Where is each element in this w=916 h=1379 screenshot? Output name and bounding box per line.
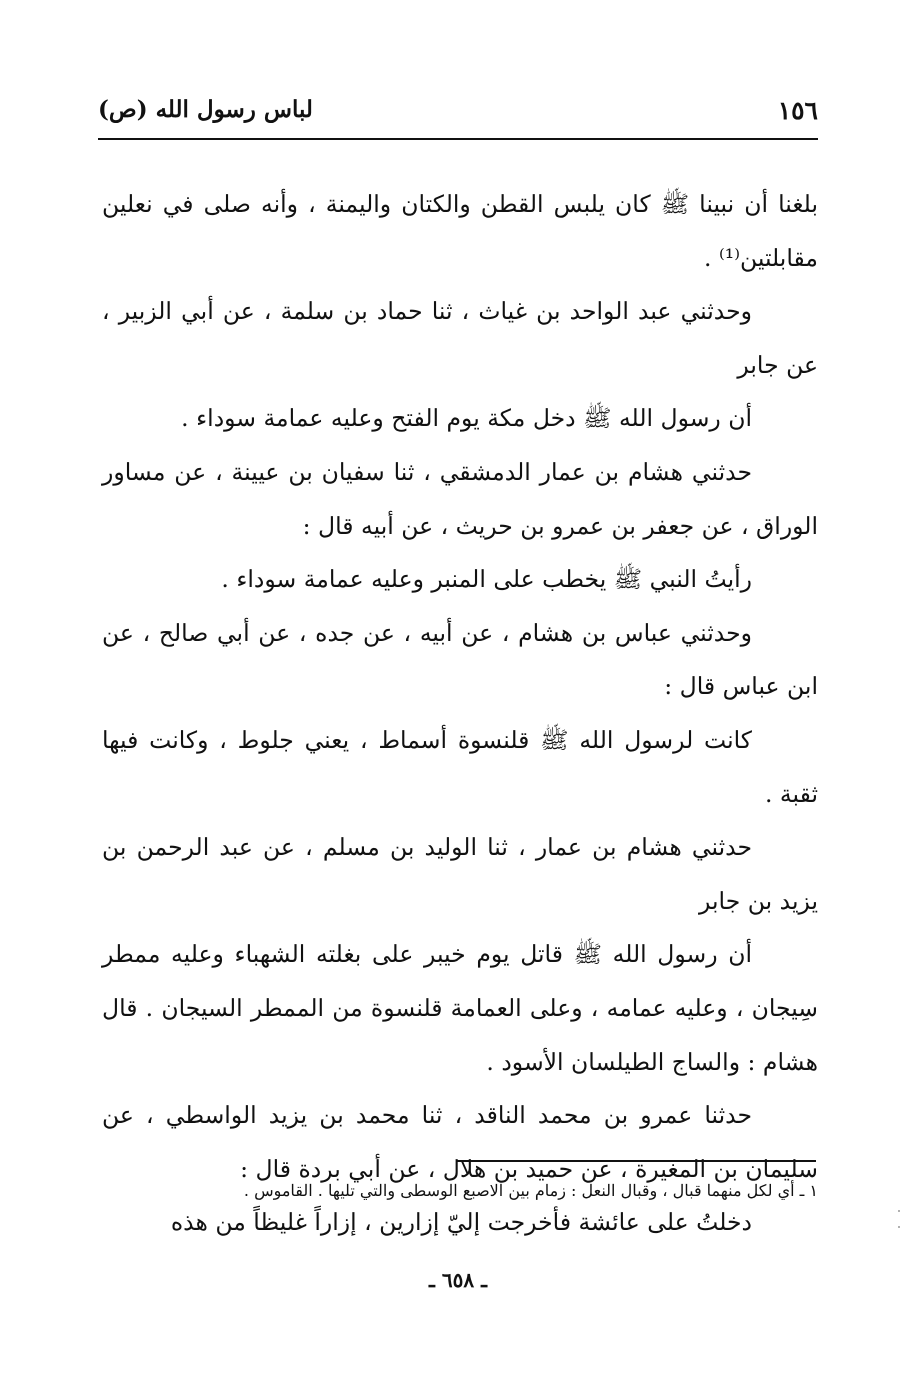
paragraph-6: وحدثني عباس بن هشام ، عن أبيه ، عن جده ، عن أبي صالح ، عن ابن عباس قال : [102, 618, 818, 701]
paragraph-9: أن رسول الله ﷺ قاتل يوم خيبر على بغلته الشهباء وعليه ممطر سِيجان ، وعليه عمامه ، وعلى العمامة قلنسوة من الممطر السيجان . قال هشام : والساج الطيلسان الأسود . [102, 940, 818, 1076]
paragraph-4: حدثني هشام بن عمار الدمشقي ، ثنا سفيان بن عيينة ، عن مساور الوراق ، عن جعفر بن عمرو بن حريث ، عن أبيه قال : [102, 457, 818, 540]
paragraph-7: كانت لرسول الله ﷺ قلنسوة أسماط ، يعني جلوط ، وكانت فيها ثقبة . [102, 725, 818, 808]
paragraph-5: رأيتُ النبي ﷺ يخطب على المنبر وعليه عمامة سوداء . [221, 565, 752, 594]
footnote-rule [456, 1160, 816, 1162]
main-text [102, 178, 818, 1250]
paragraph-8: حدثني هشام بن عمار ، ثنا الوليد بن مسلم ، عن عبد الرحمن بن يزيد بن جابر [102, 833, 818, 915]
paragraph-3: أن رسول الله ﷺ دخل مكة يوم الفتح وعليه عمامة سوداء . [181, 404, 752, 433]
footnote: ١ ـ أي لكل منهما قبال ، وقبال النعل : زمام بين الاصبع الوسطى والتي تليها . القاموس . [243, 1181, 818, 1200]
paragraph-10: حدثنا عمرو بن محمد الناقد ، ثنا محمد بن يزيد الواسطي ، عن سليمان بن المغيرة ، عن حميد بن هلال ، عن أبي بردة قال : [102, 1101, 818, 1183]
scan-specks [894, 1210, 900, 1250]
paragraph-1: بلغنا أن نبينا ﷺ كان يلبس القطن والكتان واليمنة ، وأنه صلى في نعلين مقابلتين⁽¹⁾ . [102, 190, 818, 272]
paragraph-2: وحدثني عبد الواحد بن غياث ، ثنا حماد بن سلمة ، عن أبي الزبير ، عن جابر [102, 297, 818, 379]
page-number: ١٥٦ [777, 96, 818, 125]
paragraph-11: دخلتُ على عائشة فأخرجت إليّ إزارين ، إزاراً غليظاً من هذه [170, 1208, 752, 1237]
header-rule [98, 138, 818, 140]
running-title: لباس رسول الله (ص) [98, 96, 313, 123]
folio-number: ـ ٦٥٨ ـ [429, 1268, 487, 1292]
page-header [98, 92, 818, 136]
